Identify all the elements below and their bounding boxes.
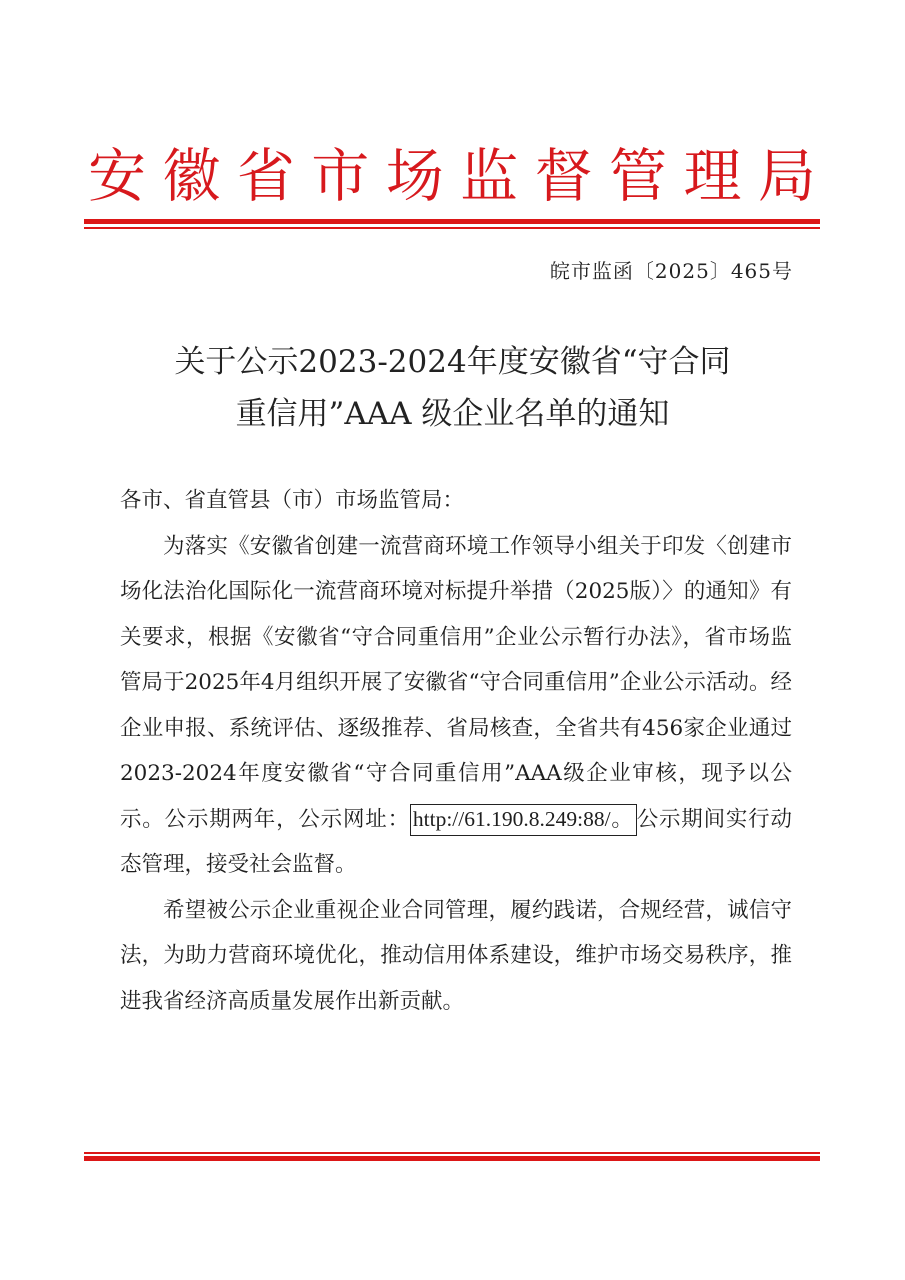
org-char: 监 [460,142,519,210]
header-divider-thin [84,227,820,229]
paragraph-1-text-end: 公示期间实行动态管理，接受社会监督。 [120,806,792,877]
paragraph-1-text: 为落实《安徽省创建一流营商环境工作领导小组关于印发〈创建市场化法治化国际化一流营商环境对标提升举措（2025版）〉的通知》有关要求，根据《安徽省“守合同重信用”企业公示暂行办法》，省市场监管局于2025年4月组织开展了安徽省“守合同重信用”企业公示活动。经企业申报、系统评估、逐级推荐、省局核查，全省共有456家企业通过2023-2024年度安徽省“守合同重信用”AAA级企业审核，现予以公示。公示期两年，公示网址： [120,533,792,832]
title-line-1: 关于公示2023-2024年度安徽省“守合同 [174,344,731,380]
paragraph-2: 希望被公示企业重视企业合同管理，履约践诺，合规经营，诚信守法，为助力营商环境优化，推动信用体系建设，维护市场交易秩序，推进我省经济高质量发展作出新贡献。 [120,897,792,1014]
org-char: 市 [311,142,370,210]
document-number: 皖市监函〔2025〕465号 [549,259,793,283]
header-divider-thick [84,219,820,224]
org-char: 督 [534,142,593,210]
document-body [120,478,792,1024]
paragraph-1 [120,524,792,888]
disclosure-url-link[interactable]: http://61.190.8.249:88/。 [410,804,637,836]
title-line-2: 重信用”AAA 级企业名单的通知 [235,396,670,432]
footer-divider-thin [84,1152,820,1154]
org-char: 徽 [162,142,221,210]
org-char: 省 [236,142,295,210]
salutation: 各市、省直管县（市）市场监管局： [120,488,465,513]
org-char: 管 [609,142,668,210]
org-char: 局 [757,142,816,210]
footer-divider-thick [84,1156,820,1161]
document-title [90,336,815,440]
org-char: 理 [683,142,742,210]
org-char: 安 [87,142,146,210]
org-char: 场 [385,142,444,210]
organization-header [84,140,820,212]
